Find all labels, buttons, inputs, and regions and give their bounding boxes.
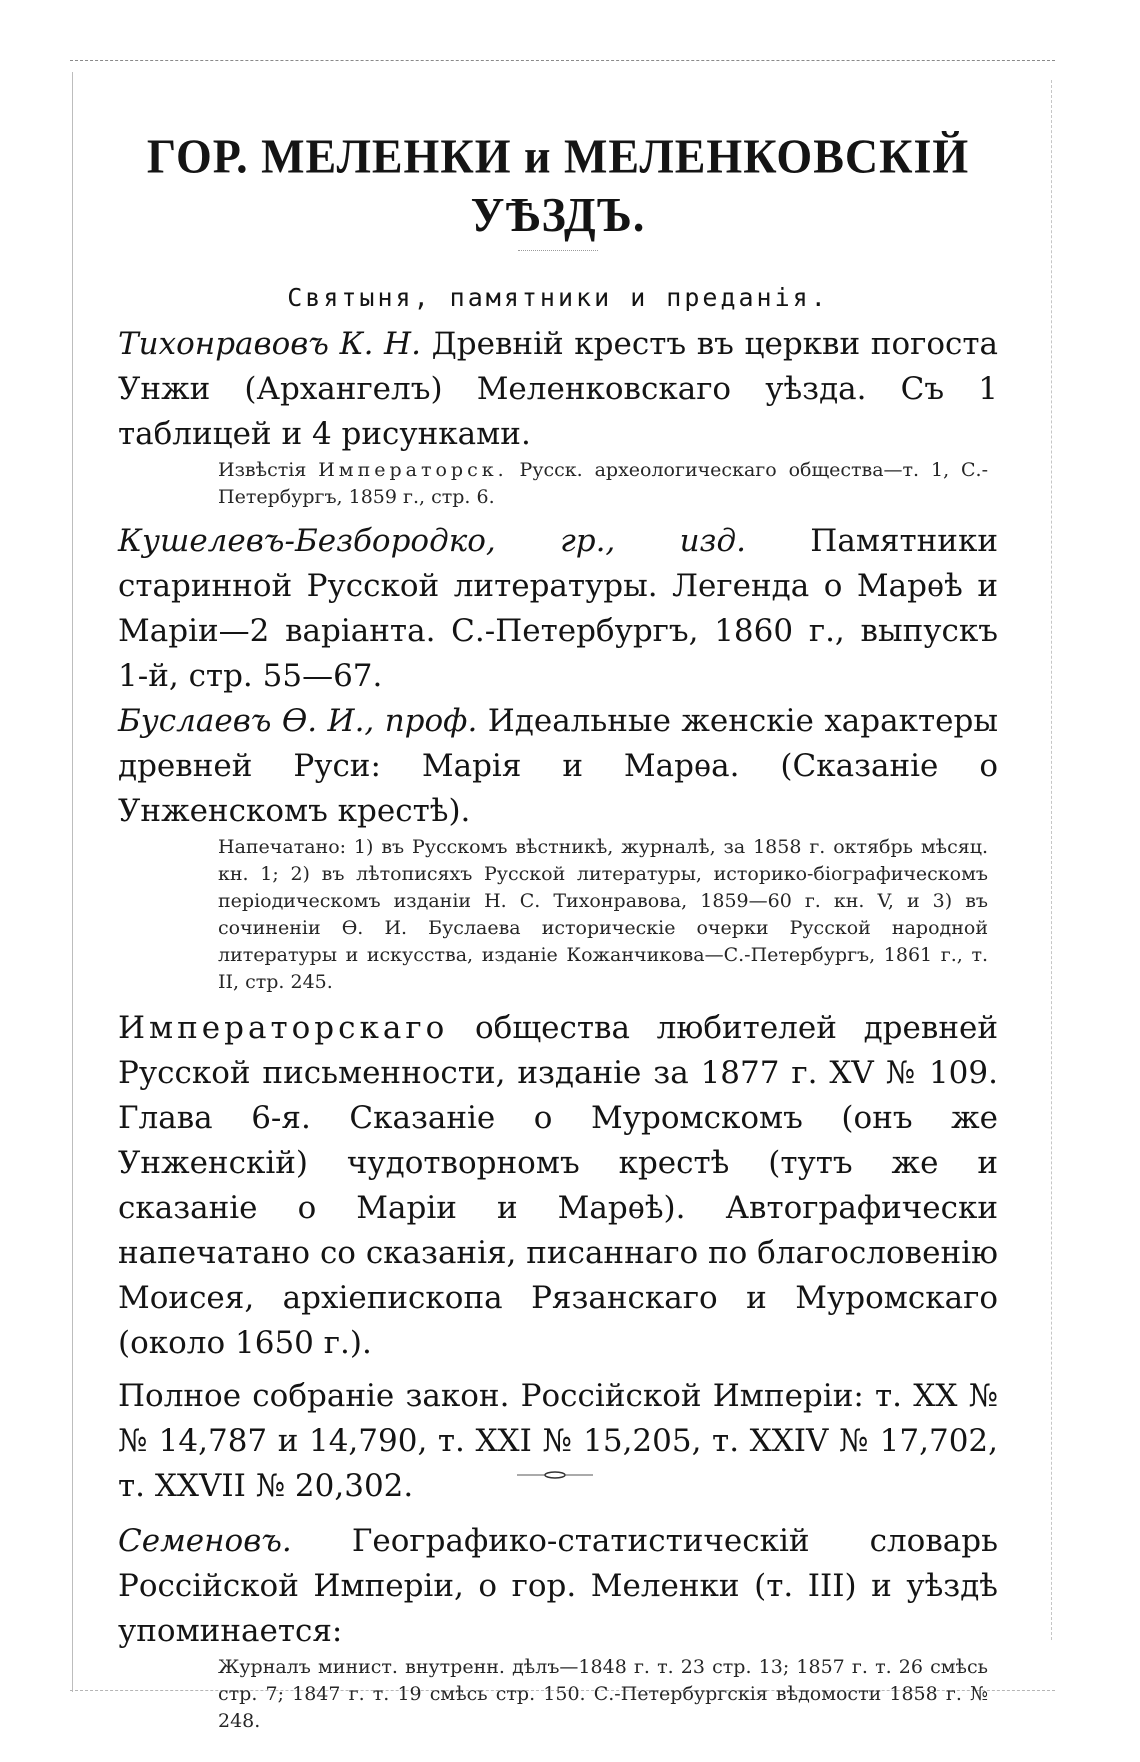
entry-text: Древній крестъ въ церкви погоста Унжи (Архангелъ) Меленковскаго уѣзда. Съ 1 таблицей и 4 рисунками.	[118, 326, 999, 452]
note-rest: Русск. археологическаго общества—т. 1, С.-Петербургъ, 1859 г., стр. 6.	[218, 459, 989, 508]
entry-author: Тихонравовъ К. Н.	[118, 326, 421, 362]
entry-text: Географико-статистическій словарь Россійской Имперіи, о гор. Меленки (т. III) и уѣздѣ упоминается:	[118, 1523, 998, 1649]
bibliography-entry-6	[118, 1519, 998, 1654]
entry-note-3: Напечатано: 1) въ Русскомъ вѣстникѣ, журналѣ, за 1858 г. октябрь мѣсяц. кн. 1; 2) въ лѣтописяхъ Русской литературы, историко-біографическомъ періодическомъ изданіи Н. С. Тихонравова, 1859—60 г. кн. V, и 3) въ сочиненіи Ѳ. И. Буслаева историческіе очерки Русской народной литературы и искусства, изданіе Кожанчикова—С.-Петербургъ, 1861 г., т. II, стр. 245.	[218, 836, 988, 993]
entry-spaced-word: Императорскаго	[118, 1010, 449, 1046]
page-title: ГОР. МЕЛЕНКИ и МЕЛЕНКОВСКІЙ УѢЗДЪ.	[146, 129, 970, 242]
note-prefix: Извѣстія	[218, 459, 319, 481]
entry-note-1	[218, 457, 988, 511]
bibliography-entry-4	[118, 1006, 998, 1366]
ornament-flourish-icon	[515, 1470, 595, 1480]
page-border-top	[70, 60, 1055, 61]
document-page	[118, 130, 998, 1743]
entry-author: Семеновъ.	[118, 1523, 292, 1559]
bibliography-entry-2	[118, 519, 998, 699]
page-border-right	[1051, 80, 1052, 1640]
bibliography-entry-3	[118, 699, 998, 834]
entry-author: Буслаевъ Ѳ. И., проф.	[118, 703, 478, 739]
entry-text: общества любителей древней Русской письменности, изданіе за 1877 г. XV № 109. Глава 6-я. Сказаніе о Муромскомъ (онъ же Унженскій) чудотворномъ крестѣ (тутъ же и сказаніе о Маріи и Марѳѣ). Автографически напечатано со сказанія, писаннаго по благословенію Моисея, архіепископа Рязанскаго и Муромскаго (около 1650 г.).	[118, 1010, 999, 1361]
section-subtitle: Святыня, памятники и преданія.	[287, 283, 829, 312]
entry-author: Кушелевъ-Безбородко, гр., изд.	[118, 523, 746, 559]
entry-text: Памятники старинной Русской литературы. Легенда о Марѳѣ и Маріи—2 варіанта. С.-Петербургъ, 1860 г., выпускъ 1-й, стр. 55—67.	[118, 523, 998, 694]
entry-text: Идеальные женскіе характеры древней Руси: Марія и Марѳа. (Сказаніе о Унженскомъ крестѣ).	[118, 703, 998, 829]
page-border-left	[72, 72, 73, 1692]
bibliography-entry-1	[118, 322, 998, 457]
bibliography-entry-5: Полное собраніе закон. Россійской Имперіи: т. XX №№ 14,787 и 14,790, т. XXI № 15,205, т. XXIV № 17,702, т. XXVII № 20,302.	[118, 1378, 998, 1504]
title-divider	[518, 250, 598, 252]
entry-note-6: Журналъ минист. внутренн. дѣлъ—1848 г. т. 23 стр. 13; 1857 г. т. 26 смѣсь стр. 7; 1847 г. т. 19 смѣсь стр. 150. С.-Петербургскія вѣдомости 1858 г. № 248.	[218, 1656, 988, 1732]
note-spaced-word: Императорск.	[318, 459, 508, 481]
